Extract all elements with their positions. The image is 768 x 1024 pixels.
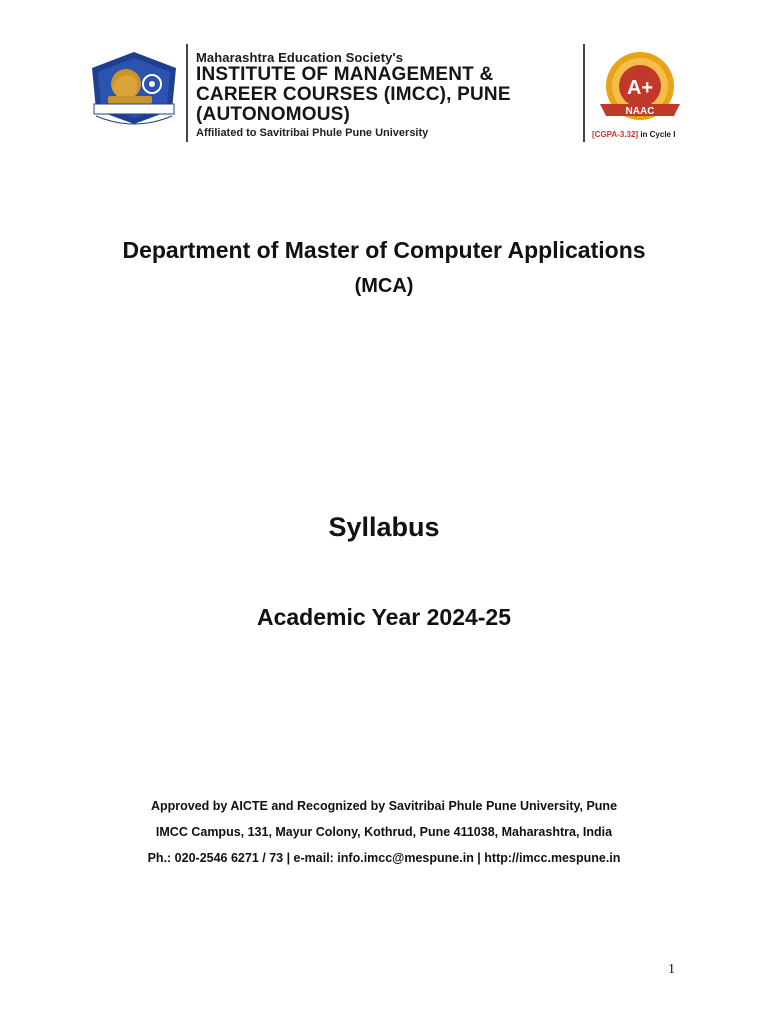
approval-line: Approved by AICTE and Recognized by Savitribai Phule Pune University, Pune [150,799,618,813]
address-line: IMCC Campus, 131, Mayur Colony, Kothrud, Pune 411038, Maharashtra, India [155,825,613,839]
contact-line: Ph.: 020-2546 6271 / 73 | e-mail: info.imcc@mespune.in | http://imcc.mespune.in [147,851,621,865]
lion-emblem-logo-icon [88,50,180,136]
institute-name-block [196,50,576,140]
institute-header [88,44,688,144]
document-title: Syllabus [328,512,440,542]
institute-footer [0,793,768,871]
program-name: (MCA) [354,275,414,297]
naac-cgpa [592,130,688,139]
header-divider [186,44,188,142]
academic-year: Academic Year 2024-25 [256,604,512,630]
institute-logo [88,50,180,136]
naac-cycle: in Cycle I [638,130,676,139]
institute-name-line-3: (AUTONOMOUS) [196,104,351,125]
naac-badge-icon [594,50,686,130]
society-name: Maharashtra Education Society's [196,50,404,65]
affiliation: Affiliated to Savitribai Phule Pune University [196,127,429,139]
header-divider [583,44,585,142]
institute-name-line-2: CAREER COURSES (IMCC), PUNE [196,84,511,105]
naac-grade: A+ [626,77,654,99]
institute-name-line-1: INSTITUTE OF MANAGEMENT & [196,64,494,85]
department-title: Department of Master of Computer Applications [122,237,646,263]
page-number: 1 [668,962,675,977]
naac-badge [592,50,686,142]
naac-cgpa-score: [CGPA-3.32] [592,130,639,139]
naac-label: NAAC [625,106,655,117]
